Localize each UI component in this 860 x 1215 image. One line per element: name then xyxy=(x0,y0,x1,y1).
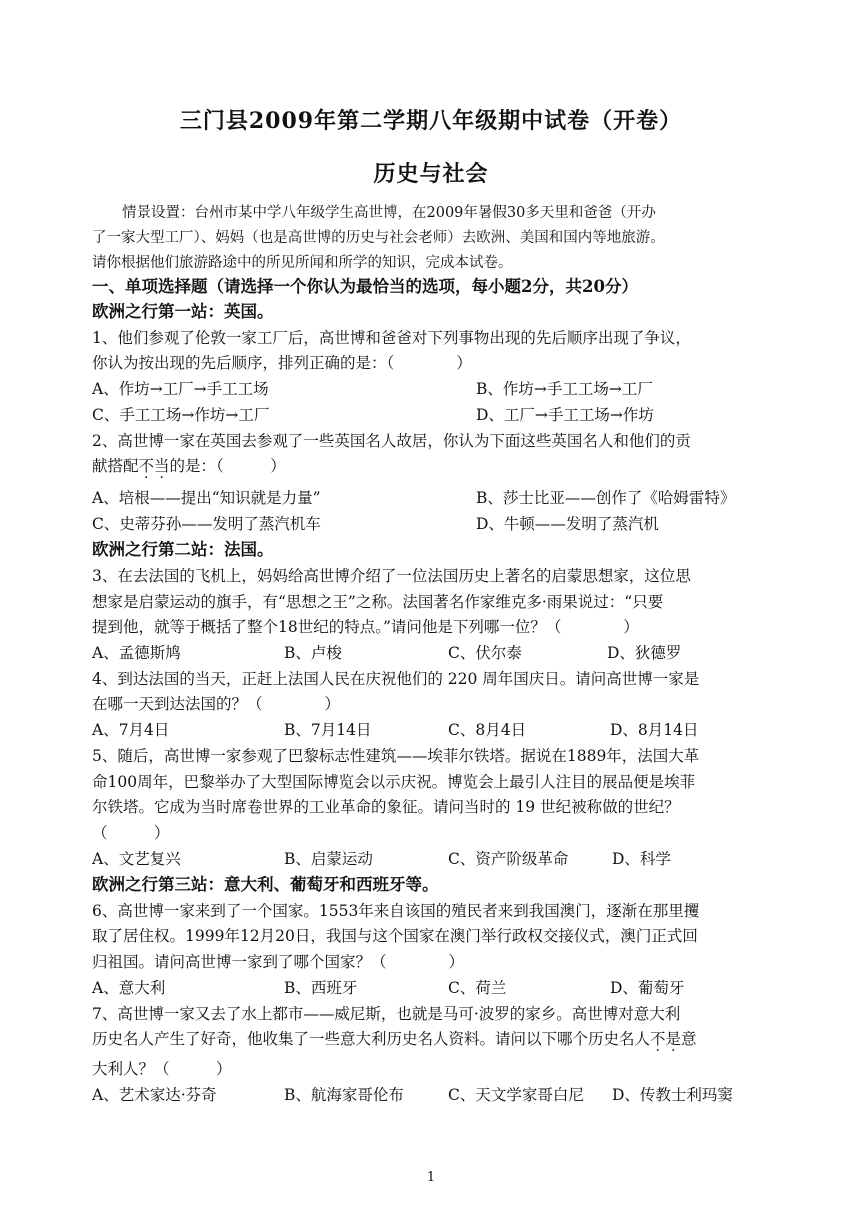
emphasis-char: 是 xyxy=(665,1030,682,1048)
q6-option-b: B、西班牙 xyxy=(284,979,358,997)
q6-option-c: C、荷兰 xyxy=(448,979,507,997)
question-3-text: 想家是启蒙运动的旗手，有“思想之王”之称。法国著名作家维克多·雨果说过：“只要 xyxy=(92,593,664,611)
q3-option-d: D、狄德罗 xyxy=(607,644,682,662)
q5-option-c: C、资产阶级革命 xyxy=(448,850,569,868)
question-1-text: 1、他们参观了伦敦一家工厂后，高世博和爸爸对下列事物出现的先后顺序出现了争议， xyxy=(92,329,691,347)
q4-option-a: A、7月4日 xyxy=(92,721,170,739)
q2-option-a: A、培根——提出“知识就是力量” xyxy=(92,489,321,507)
q7-option-b: B、航海家哥伦布 xyxy=(284,1086,404,1104)
question-2-text xyxy=(92,455,286,477)
intro-line: 情景设置：台州市某中学八年级学生高世博，在2009年暑假30多天里和爸爸（开办 xyxy=(122,205,656,221)
q7-option-a: A、艺术家达·芬奇 xyxy=(92,1086,217,1104)
station-heading-1: 欧洲之行第一站：英国。 xyxy=(92,302,274,321)
question-5-text: 命100周年，巴黎举办了大型国际博览会以示庆祝。博览会上最引人注目的展品便是埃菲 xyxy=(92,773,696,791)
emphasis-char: 当 xyxy=(154,457,170,475)
q3-option-b: B、卢梭 xyxy=(284,644,342,662)
q2-option-c: C、史蒂芬孙——发明了蒸汽机车 xyxy=(92,515,321,533)
question-6-text: 归祖国。请问高世博一家到了哪个国家？（ ） xyxy=(92,953,465,971)
q1-option-d: D、工厂→手工工场→作坊 xyxy=(476,406,654,424)
question-3-text: 3、在去法国的飞机上，妈妈给高世博介绍了一位法国历史上著名的启蒙思想家，这位思 xyxy=(92,567,691,585)
text-run: 意 xyxy=(681,1030,697,1048)
question-7-text: 大利人？（ ） xyxy=(92,1060,232,1078)
q6-option-d: D、葡萄牙 xyxy=(610,979,685,997)
question-4-text: 4、到达法国的当天，正赶上法国人民在庆祝他们的 220 周年国庆日。请问高世博一家是 xyxy=(92,670,700,688)
q7-option-c: C、天文学家哥白尼 xyxy=(448,1086,584,1104)
q1-option-b: B、作坊→手工工场→工厂 xyxy=(476,380,653,398)
q4-option-d: D、8月14日 xyxy=(610,721,699,739)
text-run: 的是：（ ） xyxy=(169,457,286,475)
text-run: 历史名人产生了好奇，他收集了一些意大利历史名人资料。请问以下哪个历史名人 xyxy=(92,1030,651,1048)
question-7-text: 7、高世博一家又去了水上都市——威尼斯，也就是马可·波罗的家乡。高世博对意大利 xyxy=(92,1005,681,1023)
scenario-intro xyxy=(92,201,770,276)
q3-option-c: C、伏尔泰 xyxy=(448,644,522,662)
exam-title: 三门县2009年第二学期八年级期中试卷（开卷） xyxy=(179,108,683,134)
question-5-text: 5、随后，高世博一家参观了巴黎标志性建筑——埃菲尔铁塔。据说在1889年，法国大革 xyxy=(92,747,700,765)
q5-option-d: D、科学 xyxy=(612,850,671,868)
emphasis-char: 不 xyxy=(138,457,155,475)
question-2-text: 2、高世博一家在英国去参观了一些英国名人故居，你认为下面这些英国名人和他们的贡 xyxy=(92,432,691,450)
intro-line: 请你根据他们旅游路途中的所见所闻和所学的知识，完成本试卷。 xyxy=(92,255,513,271)
question-6-text: 6、高世博一家来到了一个国家。1553年来自该国的殖民者来到我国澳门，逐渐在那里攫 xyxy=(92,902,700,920)
text-run: 献搭配 xyxy=(92,457,139,475)
q1-option-c: C、手工工场→作坊→工厂 xyxy=(92,406,270,424)
question-5-text: （ ） xyxy=(92,824,170,842)
q5-option-a: A、文艺复兴 xyxy=(92,850,181,868)
station-heading-2: 欧洲之行第二站：法国。 xyxy=(92,540,274,559)
intro-line: 了一家大型工厂）、妈妈（也是高世博的历史与社会老师）去欧洲、美国和国内等地旅游。 xyxy=(92,230,665,246)
question-1-text: 你认为按出现的先后顺序，排列正确的是：（ ） xyxy=(92,354,472,372)
question-3-text: 提到他，就等于概括了整个18世纪的特点。”请问他是下列哪一位？（ ） xyxy=(92,618,639,636)
section-heading: 一、单项选择题（请选择一个你认为最恰当的选项，每小题2分，共20分） xyxy=(92,277,638,296)
page-number: 1 xyxy=(426,1170,436,1185)
q4-option-c: C、8月4日 xyxy=(448,721,527,739)
emphasis-char: 不 xyxy=(650,1030,666,1048)
q3-option-a: A、孟德斯鸠 xyxy=(92,644,181,662)
q4-option-b: B、7月14日 xyxy=(284,721,372,739)
q6-option-a: A、意大利 xyxy=(92,979,166,997)
question-7-text xyxy=(92,1028,697,1050)
exam-subtitle: 历史与社会 xyxy=(373,161,489,187)
question-6-text: 取了居住权。1999年12月20日，我国与这个国家在澳门举行政权交接仪式，澳门正式回 xyxy=(92,927,698,945)
q1-option-a: A、作坊→工厂→手工工场 xyxy=(92,380,269,398)
question-5-text: 尔铁塔。它成为当时席卷世界的工业革命的象征。请问当时的 19 世纪被称做的世纪？ xyxy=(92,798,680,816)
q5-option-b: B、启蒙运动 xyxy=(284,850,373,868)
q7-option-d: D、传教士利玛窦 xyxy=(612,1086,733,1104)
q2-option-b: B、莎士比亚——创作了《哈姆雷特》 xyxy=(476,489,736,507)
station-heading-3: 欧洲之行第三站：意大利、葡萄牙和西班牙等。 xyxy=(92,875,439,894)
question-4-text: 在哪一天到达法国的？（ ） xyxy=(92,695,341,713)
q2-option-d: D、牛顿——发明了蒸汽机 xyxy=(476,515,659,533)
